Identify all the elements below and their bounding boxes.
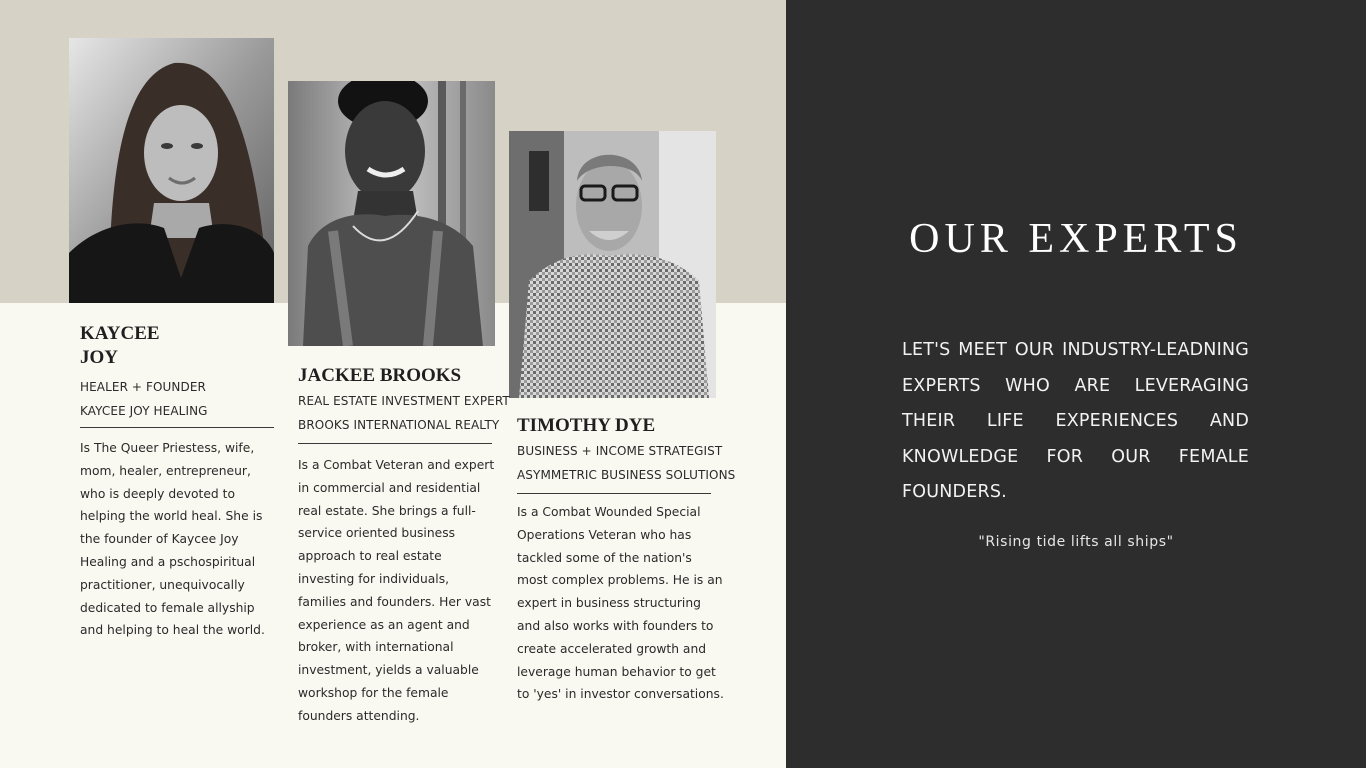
expert-name: JACKEE BROOKS: [298, 365, 462, 386]
expert-company: KAYCEE JOY HEALING: [80, 404, 208, 418]
quote-text: "Rising tide lifts all ships": [978, 534, 1174, 550]
expert-role: REAL ESTATE INVESTMENT EXPERT: [298, 394, 510, 408]
page-title: OUR EXPERTS: [909, 216, 1243, 262]
expert-name: [80, 322, 160, 370]
divider: [298, 443, 492, 444]
expert-role: BUSINESS + INCOME STRATEGIST: [517, 444, 723, 458]
expert-company: BROOKS INTERNATIONAL REALTY: [298, 418, 500, 432]
expert-name-line2: JOY: [80, 347, 118, 368]
timothy-dye-photo: [509, 131, 716, 398]
expert-name-line1: KAYCEE: [80, 323, 160, 344]
divider: [517, 493, 711, 494]
expert-role: HEALER + FOUNDER: [80, 380, 206, 394]
intro-text: LET'S MEET OUR INDUSTRY-LEADNING EXPERTS WHO ARE LEVERAGING THEIR LIFE EXPERIENCES AND KNOWLEDGE FOR OUR FEMALE FOUNDERS.: [902, 340, 1249, 502]
expert-company: ASYMMETRIC BUSINESS SOLUTIONS: [517, 468, 736, 482]
expert-bio: Is The Queer Priestess, wife, mom, healer, entrepreneur, who is deeply devoted to helping the world heal. She is the founder of Kaycee Joy Healing and a pschospiritual practitioner, unequivocally dedicated to female allyship and helping to heal the world.: [80, 441, 265, 638]
expert-name: TIMOTHY DYE: [517, 415, 656, 436]
jackee-brooks-photo: [288, 81, 495, 346]
kaycee-joy-photo: [69, 38, 274, 303]
expert-bio: Is a Combat Wounded Special Operations Veteran who has tackled some of the nation's most complex problems. He is an expert in business structuring and also works with founders to create accelerated growth and leverage human behavior to get to 'yes' in investor conversations.: [517, 505, 724, 702]
divider: [80, 427, 274, 428]
expert-bio: Is a Combat Veteran and expert in commercial and residential real estate. She brings a full-service oriented business approach to real estate investing for individuals, families and founders. Her vast experience as an agent and broker, with international investment, yields a valuable workshop for the female founders attending.: [298, 458, 495, 723]
